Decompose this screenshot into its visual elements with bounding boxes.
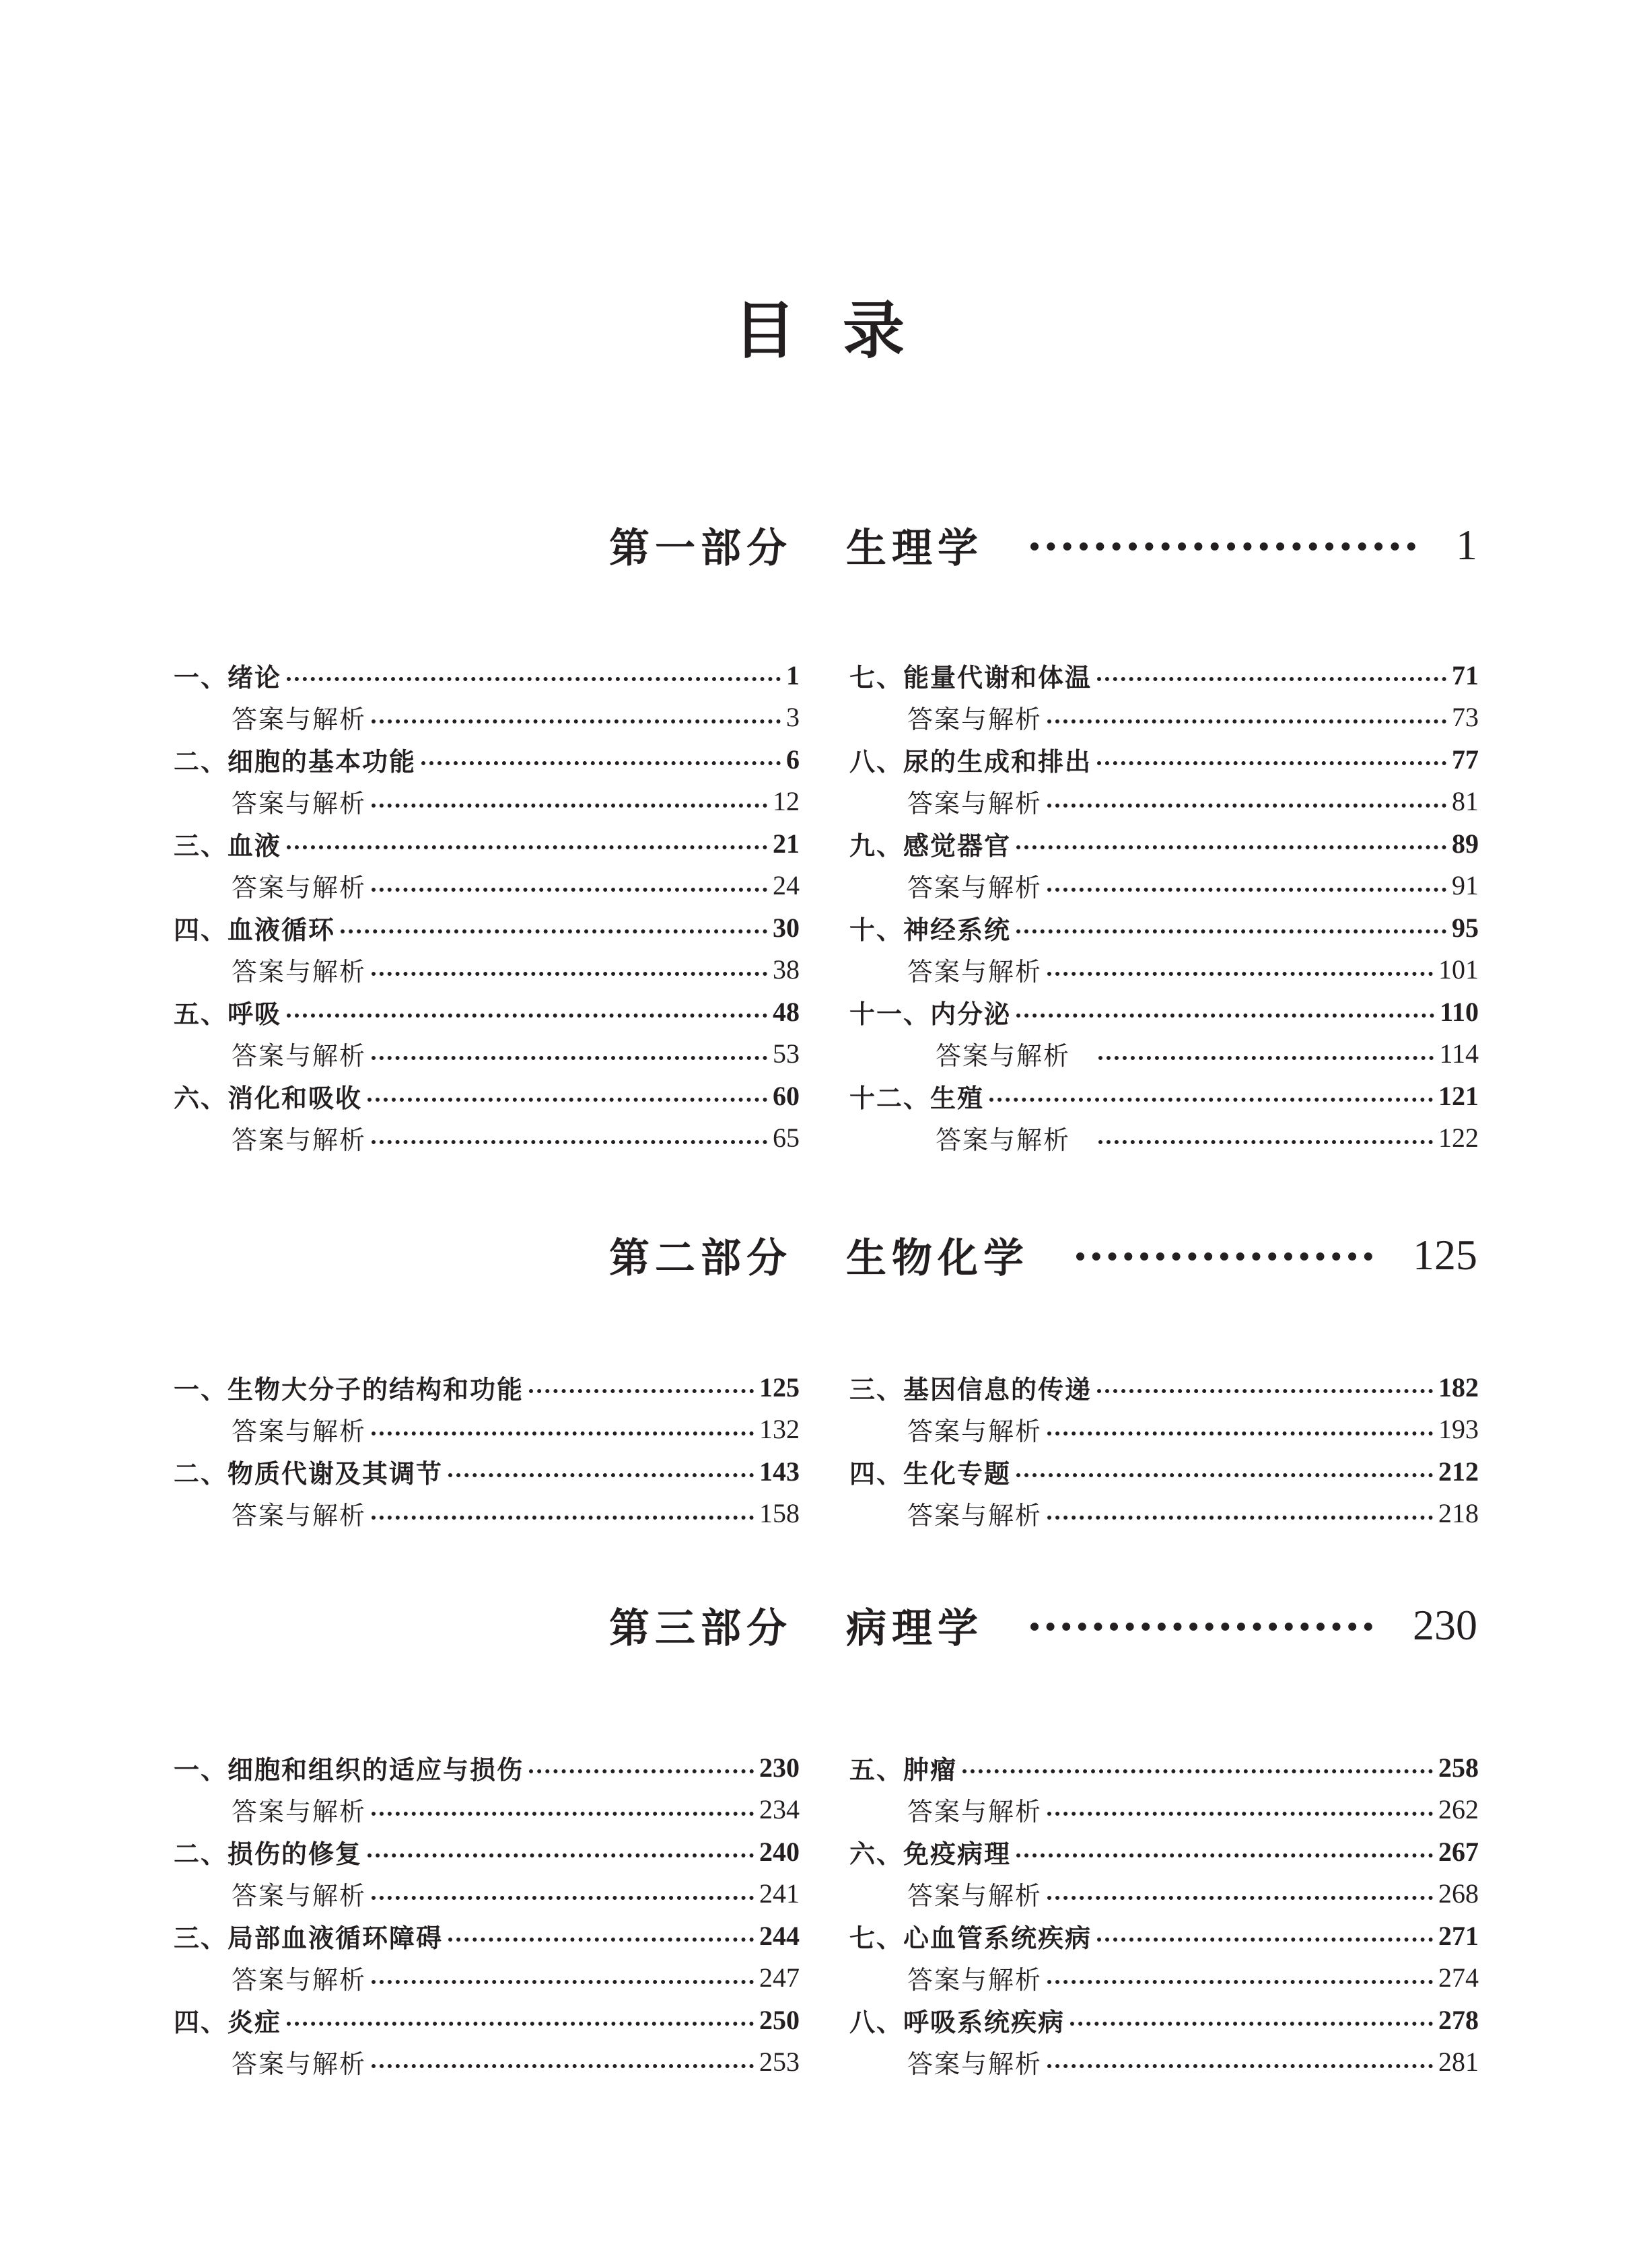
part-label: 第三部分 xyxy=(609,1605,792,1652)
answer-label: 答案与解析 xyxy=(232,705,367,735)
toc-answer-entry[interactable] xyxy=(174,1493,800,1535)
dot-leader xyxy=(372,1980,754,1984)
answer-label: 答案与解析 xyxy=(907,1881,1043,1911)
dot-leader xyxy=(367,1098,767,1102)
dot-leader xyxy=(1047,972,1433,976)
dot-leader xyxy=(372,804,767,808)
answer-page-number: 281 xyxy=(1438,2047,1479,2078)
toc-answer-entry[interactable] xyxy=(174,781,800,823)
toc-chapter-entry[interactable] xyxy=(174,907,800,949)
answer-page-number: 3 xyxy=(786,702,800,733)
dot-leader xyxy=(421,761,781,765)
toc-chapter-entry[interactable] xyxy=(849,1999,1479,2041)
answer-page-number: 53 xyxy=(773,1038,800,1069)
dot-leader xyxy=(1097,677,1446,681)
chapter-title: 三、基因信息的传递 xyxy=(849,1374,1092,1405)
toc-answer-entry[interactable] xyxy=(849,2041,1479,2084)
answer-label: 答案与解析 xyxy=(232,1965,367,1995)
dot-leader xyxy=(372,1056,767,1060)
dot-leader xyxy=(1047,1516,1433,1520)
part-name: 病理学 xyxy=(846,1605,983,1652)
chapter-page-number: 95 xyxy=(1452,912,1479,943)
part-page-number: 1 xyxy=(1456,521,1477,569)
chapter-title: 三、局部血液循环障碍 xyxy=(174,1923,444,1953)
toc-answer-entry[interactable] xyxy=(174,2041,800,2084)
dot-leader xyxy=(372,719,781,723)
toc-chapter-entry[interactable] xyxy=(174,654,800,697)
dot-leader xyxy=(1076,1252,1372,1261)
answer-page-number: 91 xyxy=(1452,870,1479,901)
dot-leader xyxy=(1097,761,1446,765)
dot-leader xyxy=(962,1769,1433,1773)
toc-chapter-entry[interactable] xyxy=(849,907,1479,949)
toc-column-left xyxy=(174,1746,800,2083)
toc-chapter-entry[interactable] xyxy=(849,822,1479,865)
dot-leader xyxy=(372,2064,754,2068)
chapter-title: 二、损伤的修复 xyxy=(174,1839,363,1869)
toc-chapter-entry[interactable] xyxy=(174,822,800,865)
answer-page-number: 262 xyxy=(1438,1794,1479,1825)
answer-page-number: 218 xyxy=(1438,1498,1479,1529)
chapter-title: 六、免疫病理 xyxy=(849,1839,1012,1869)
chapter-page-number: 250 xyxy=(759,2004,800,2035)
toc-answer-entry[interactable] xyxy=(849,865,1479,907)
dot-leader xyxy=(1016,929,1446,933)
dot-leader xyxy=(1097,1938,1433,1942)
answer-label: 答案与解析 xyxy=(232,789,367,819)
toc-answer-entry[interactable] xyxy=(174,1873,800,1915)
chapter-page-number: 121 xyxy=(1438,1080,1479,1111)
chapter-title: 十二、生殖 xyxy=(849,1083,985,1113)
answer-label: 答案与解析 xyxy=(232,957,367,987)
chapter-title: 二、细胞的基本功能 xyxy=(174,746,417,777)
toc-chapter-entry[interactable] xyxy=(849,654,1479,697)
chapter-title: 一、细胞和组织的适应与损伤 xyxy=(174,1755,524,1785)
answer-label: 答案与解析 xyxy=(232,1501,367,1531)
toc-column-right xyxy=(849,654,1479,1159)
dot-leader xyxy=(287,845,767,849)
toc-answer-entry[interactable] xyxy=(849,1409,1479,1451)
toc-answer-entry[interactable] xyxy=(174,1033,800,1075)
toc-chapter-entry[interactable] xyxy=(174,738,800,781)
toc-answer-entry[interactable] xyxy=(174,1789,800,1831)
chapter-page-number: 60 xyxy=(773,1080,800,1111)
toc-answer-entry[interactable] xyxy=(174,1409,800,1451)
chapter-title: 七、心血管系统疾病 xyxy=(849,1923,1092,1953)
chapter-title: 四、血液循环 xyxy=(174,915,336,945)
toc-column-left xyxy=(174,1366,800,1534)
part-heading[interactable] xyxy=(609,1592,1477,1659)
toc-answer-entry[interactable] xyxy=(849,1033,1479,1075)
chapter-page-number: 244 xyxy=(759,1920,800,1951)
toc-chapter-entry[interactable] xyxy=(174,1831,800,1873)
dot-leader xyxy=(1047,1896,1433,1900)
toc-answer-entry[interactable] xyxy=(849,1873,1479,1915)
toc-chapter-entry[interactable] xyxy=(174,1999,800,2041)
chapter-title: 五、呼吸 xyxy=(174,999,282,1029)
chapter-title: 十、神经系统 xyxy=(849,915,1012,945)
dot-leader xyxy=(372,1140,767,1144)
dot-leader xyxy=(287,2022,754,2026)
answer-page-number: 253 xyxy=(759,2047,800,2078)
answer-label: 答案与解析 xyxy=(907,2049,1043,2080)
toc-chapter-entry[interactable] xyxy=(174,1915,800,1957)
toc-answer-entry[interactable] xyxy=(849,1957,1479,1999)
answer-label: 答案与解析 xyxy=(232,1125,367,1156)
chapter-page-number: 267 xyxy=(1438,1836,1479,1867)
toc-chapter-entry[interactable] xyxy=(174,1450,800,1493)
answer-page-number: 158 xyxy=(759,1498,800,1529)
answer-page-number: 234 xyxy=(759,1794,800,1825)
dot-leader xyxy=(1016,1014,1434,1018)
toc-chapter-entry[interactable] xyxy=(174,1075,800,1117)
toc-answer-entry[interactable] xyxy=(174,1957,800,1999)
answer-label: 答案与解析 xyxy=(232,1797,367,1827)
dot-leader xyxy=(1030,542,1415,551)
answer-label: 答案与解析 xyxy=(936,1041,1071,1071)
dot-leader xyxy=(1047,1431,1433,1436)
toc-chapter-entry[interactable] xyxy=(849,991,1479,1033)
dot-leader xyxy=(1047,804,1446,808)
toc-chapter-entry[interactable] xyxy=(174,991,800,1033)
toc-answer-entry[interactable] xyxy=(849,949,1479,991)
toc-answer-entry[interactable] xyxy=(849,697,1479,739)
dot-leader xyxy=(448,1938,754,1942)
toc-answer-entry[interactable] xyxy=(174,949,800,991)
chapter-page-number: 278 xyxy=(1438,2004,1479,2035)
chapter-title: 三、血液 xyxy=(174,830,282,861)
dot-leader xyxy=(372,1896,754,1900)
toc-chapter-entry[interactable] xyxy=(849,1915,1479,1957)
chapter-page-number: 71 xyxy=(1452,660,1479,690)
dot-leader xyxy=(1047,719,1446,723)
answer-label: 答案与解析 xyxy=(232,1041,367,1071)
toc-answer-entry[interactable] xyxy=(174,865,800,907)
dot-leader xyxy=(1047,1980,1433,1984)
toc-column-right xyxy=(849,1746,1479,2083)
chapter-title: 十一、内分泌 xyxy=(849,999,1012,1029)
answer-label: 答案与解析 xyxy=(232,873,367,903)
chapter-page-number: 77 xyxy=(1452,744,1479,775)
chapter-page-number: 143 xyxy=(759,1456,800,1487)
chapter-title: 一、生物大分子的结构和功能 xyxy=(174,1374,524,1405)
toc-answer-entry[interactable] xyxy=(849,1493,1479,1535)
dot-leader xyxy=(372,1516,754,1520)
answer-label: 答案与解析 xyxy=(907,1417,1043,1447)
answer-label: 答案与解析 xyxy=(907,789,1043,819)
toc-chapter-entry[interactable] xyxy=(849,1366,1479,1409)
dot-leader xyxy=(1047,888,1446,892)
answer-label: 答案与解析 xyxy=(232,1417,367,1447)
answer-page-number: 81 xyxy=(1452,786,1479,817)
part-label: 第二部分 xyxy=(609,1235,792,1282)
toc-column-right xyxy=(849,1366,1479,1534)
answer-label: 答案与解析 xyxy=(907,1797,1043,1827)
toc-chapter-entry[interactable] xyxy=(174,1746,800,1789)
toc-chapter-entry[interactable] xyxy=(849,1746,1479,1789)
chapter-page-number: 258 xyxy=(1438,1752,1479,1783)
toc-chapter-entry[interactable] xyxy=(174,1366,800,1409)
chapter-page-number: 30 xyxy=(773,912,800,943)
toc-title: 目录 xyxy=(734,294,952,367)
answer-page-number: 12 xyxy=(773,786,800,817)
chapter-title: 四、生化专题 xyxy=(849,1458,1012,1489)
toc-column-left xyxy=(174,654,800,1159)
answer-label: 答案与解析 xyxy=(232,2049,367,2080)
chapter-page-number: 230 xyxy=(759,1752,800,1783)
answer-page-number: 247 xyxy=(759,1962,800,1993)
toc-answer-entry[interactable] xyxy=(174,697,800,739)
dot-leader xyxy=(1070,2022,1433,2026)
chapter-page-number: 48 xyxy=(773,996,800,1027)
answer-label: 答案与解析 xyxy=(907,705,1043,735)
chapter-page-number: 1 xyxy=(786,660,800,690)
toc-chapter-entry[interactable] xyxy=(849,1450,1479,1493)
chapter-title: 八、呼吸系统疾病 xyxy=(849,2007,1065,2037)
toc-answer-entry[interactable] xyxy=(174,1117,800,1160)
toc-answer-entry[interactable] xyxy=(849,1789,1479,1831)
toc-chapter-entry[interactable] xyxy=(849,1075,1479,1117)
dot-leader xyxy=(367,1853,754,1857)
dot-leader xyxy=(1047,2064,1433,2068)
answer-page-number: 274 xyxy=(1438,1962,1479,1993)
chapter-page-number: 240 xyxy=(759,1836,800,1867)
dot-leader xyxy=(372,972,767,976)
dot-leader xyxy=(529,1389,754,1393)
dot-leader xyxy=(287,677,781,681)
answer-page-number: 132 xyxy=(759,1414,800,1445)
dot-leader xyxy=(448,1473,754,1477)
chapter-page-number: 212 xyxy=(1438,1456,1479,1487)
chapter-page-number: 125 xyxy=(759,1372,800,1403)
dot-leader xyxy=(341,929,767,933)
chapter-title: 八、尿的生成和排出 xyxy=(849,746,1092,777)
toc-answer-entry[interactable] xyxy=(849,781,1479,823)
answer-page-number: 193 xyxy=(1438,1414,1479,1445)
answer-label: 答案与解析 xyxy=(232,1881,367,1911)
part-page-number: 230 xyxy=(1413,1601,1477,1649)
answer-page-number: 24 xyxy=(773,870,800,901)
chapter-page-number: 6 xyxy=(786,744,800,775)
chapter-page-number: 110 xyxy=(1440,996,1479,1027)
answer-page-number: 241 xyxy=(759,1878,800,1909)
chapter-title: 九、感觉器官 xyxy=(849,830,1012,861)
answer-page-number: 65 xyxy=(773,1123,800,1154)
dot-leader xyxy=(989,1098,1433,1102)
dot-leader xyxy=(372,1812,754,1816)
dot-leader xyxy=(1016,845,1446,849)
dot-leader xyxy=(372,888,767,892)
answer-page-number: 268 xyxy=(1438,1878,1479,1909)
part-name: 生物化学 xyxy=(846,1235,1029,1282)
dot-leader xyxy=(372,1431,754,1436)
answer-label: 答案与解析 xyxy=(907,957,1043,987)
dot-leader xyxy=(1097,1389,1433,1393)
chapter-title: 二、物质代谢及其调节 xyxy=(174,1458,444,1489)
dot-leader xyxy=(529,1769,754,1773)
answer-page-number: 73 xyxy=(1452,702,1479,733)
answer-label: 答案与解析 xyxy=(907,1501,1043,1531)
answer-label: 答案与解析 xyxy=(936,1125,1071,1156)
dot-leader xyxy=(1098,1140,1433,1144)
answer-page-number: 101 xyxy=(1438,954,1479,985)
part-page-number: 125 xyxy=(1413,1231,1477,1279)
answer-label: 答案与解析 xyxy=(907,1965,1043,1995)
toc-answer-entry[interactable] xyxy=(849,1117,1479,1160)
chapter-title: 六、消化和吸收 xyxy=(174,1083,363,1113)
dot-leader xyxy=(1098,1056,1434,1060)
chapter-page-number: 182 xyxy=(1438,1372,1479,1403)
chapter-title: 一、绪论 xyxy=(174,662,282,693)
answer-page-number: 122 xyxy=(1438,1123,1479,1154)
answer-label: 答案与解析 xyxy=(907,873,1043,903)
dot-leader xyxy=(1047,1812,1433,1816)
dot-leader xyxy=(287,1014,767,1018)
part-label: 第一部分 xyxy=(609,525,792,572)
chapter-title: 五、肿瘤 xyxy=(849,1755,958,1785)
part-heading[interactable] xyxy=(609,1221,1477,1289)
chapter-title: 四、炎症 xyxy=(174,2007,282,2037)
dot-leader xyxy=(1030,1623,1372,1631)
chapter-page-number: 271 xyxy=(1438,1920,1479,1951)
answer-page-number: 114 xyxy=(1439,1038,1479,1069)
dot-leader xyxy=(1016,1473,1433,1477)
answer-page-number: 38 xyxy=(773,954,800,985)
toc-chapter-entry[interactable] xyxy=(849,1831,1479,1873)
chapter-page-number: 21 xyxy=(773,828,800,859)
dot-leader xyxy=(1016,1853,1433,1857)
part-name: 生理学 xyxy=(846,525,983,572)
toc-chapter-entry[interactable] xyxy=(849,738,1479,781)
part-heading[interactable] xyxy=(609,511,1477,579)
chapter-page-number: 89 xyxy=(1452,828,1479,859)
chapter-title: 七、能量代谢和体温 xyxy=(849,662,1092,693)
